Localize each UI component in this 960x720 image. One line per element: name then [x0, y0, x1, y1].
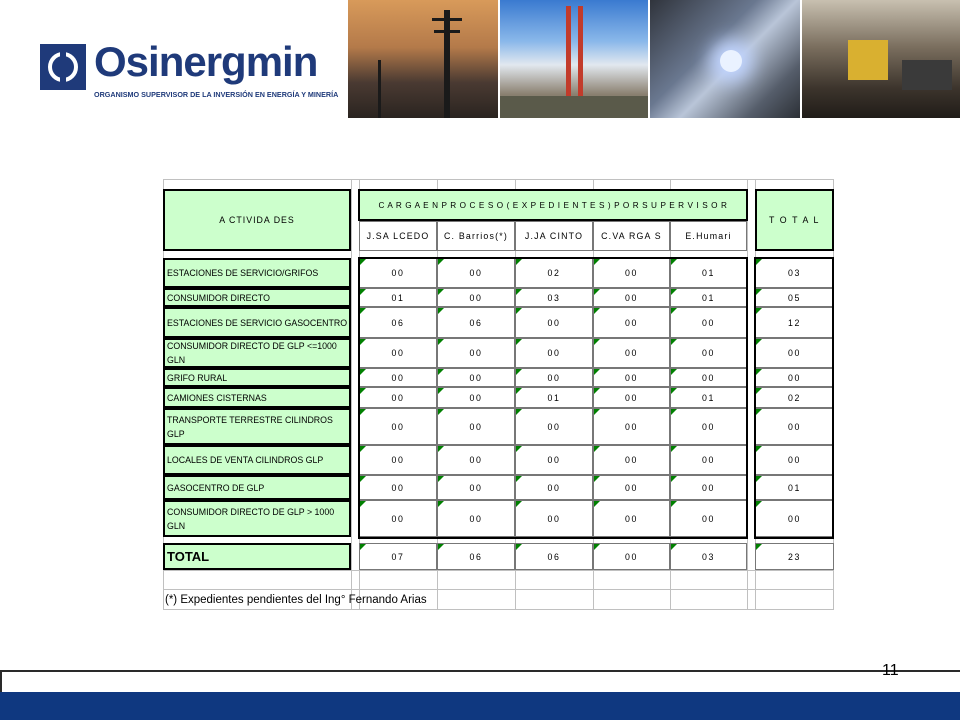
activity-label: CONSUMIDOR DIRECTO DE GLP <=1000 GLN — [163, 338, 351, 368]
cell-comment-marker-icon — [438, 369, 444, 375]
cell-comment-marker-icon — [516, 501, 522, 507]
cell-comment-marker-icon — [756, 259, 762, 265]
value-cell: 00 — [359, 368, 437, 387]
value-cell: 00 — [670, 500, 747, 537]
value-cell: 00 — [359, 475, 437, 500]
drilling-rig-photo — [500, 0, 648, 118]
value-cell: 00 — [593, 307, 670, 338]
total-row-value: 06 — [515, 543, 593, 570]
value-cell: 00 — [593, 338, 670, 368]
activity-label: TRANSPORTE TERRESTRE CILINDROS GLP — [163, 408, 351, 445]
value-cell: 00 — [670, 338, 747, 368]
grid-line — [747, 179, 748, 610]
logo-subtitle: ORGANISMO SUPERVISOR DE LA INVERSIÓN EN ENERGÍA Y MINERÍA — [94, 90, 339, 99]
cell-comment-marker-icon — [516, 544, 522, 550]
value-cell: 00 — [515, 338, 593, 368]
cell-comment-marker-icon — [516, 289, 522, 295]
logo-name: Osinergmin — [94, 38, 318, 85]
cell-comment-marker-icon — [594, 259, 600, 265]
value-cell: 00 — [593, 288, 670, 307]
value-cell: 00 — [515, 368, 593, 387]
cell-comment-marker-icon — [438, 446, 444, 452]
cell-comment-marker-icon — [360, 501, 366, 507]
supervisor-workload-table — [163, 179, 834, 610]
supervisor-header: C. Barrios(*) — [437, 221, 515, 251]
total-cell: 03 — [755, 258, 834, 288]
grid-line — [163, 570, 834, 571]
value-cell: 01 — [515, 387, 593, 408]
cell-comment-marker-icon — [438, 409, 444, 415]
supervisor-header: C.VA RGA S — [593, 221, 670, 251]
cell-comment-marker-icon — [438, 544, 444, 550]
value-cell: 00 — [359, 258, 437, 288]
total-cell: 05 — [755, 288, 834, 307]
value-cell: 00 — [593, 258, 670, 288]
footer-divider — [0, 670, 960, 672]
value-cell: 00 — [359, 445, 437, 475]
value-cell: 06 — [359, 307, 437, 338]
total-cell: 00 — [755, 338, 834, 368]
value-cell: 00 — [437, 408, 515, 445]
value-cell: 01 — [670, 288, 747, 307]
value-cell: 00 — [593, 368, 670, 387]
cell-comment-marker-icon — [594, 409, 600, 415]
activity-label: ESTACIONES DE SERVICIO GASOCENTRO — [163, 307, 351, 338]
value-cell: 00 — [515, 307, 593, 338]
value-cell: 00 — [670, 475, 747, 500]
cell-comment-marker-icon — [516, 259, 522, 265]
activities-header: A CTIVIDA DES — [163, 189, 351, 251]
activity-label: GASOCENTRO DE GLP — [163, 475, 351, 500]
cell-comment-marker-icon — [516, 476, 522, 482]
value-cell: 02 — [515, 258, 593, 288]
footer-bar — [0, 692, 960, 720]
cell-comment-marker-icon — [360, 544, 366, 550]
grid-line — [163, 609, 834, 610]
cell-comment-marker-icon — [756, 501, 762, 507]
supervisor-header: E.Humari — [670, 221, 747, 251]
cell-comment-marker-icon — [360, 409, 366, 415]
page-number: 11 — [882, 662, 899, 679]
cell-comment-marker-icon — [671, 369, 677, 375]
cell-comment-marker-icon — [360, 369, 366, 375]
mining-tunnel-photo — [802, 0, 960, 118]
cell-comment-marker-icon — [671, 388, 677, 394]
total-header: T O T A L — [755, 189, 834, 251]
activity-label: ESTACIONES DE SERVICIO/GRIFOS — [163, 258, 351, 288]
cell-comment-marker-icon — [438, 259, 444, 265]
cell-comment-marker-icon — [594, 544, 600, 550]
value-cell: 00 — [670, 408, 747, 445]
total-cell: 00 — [755, 408, 834, 445]
value-cell: 00 — [593, 445, 670, 475]
activity-label: GRIFO RURAL — [163, 368, 351, 387]
cell-comment-marker-icon — [360, 476, 366, 482]
value-cell: 00 — [359, 387, 437, 408]
cell-comment-marker-icon — [671, 501, 677, 507]
cell-comment-marker-icon — [756, 388, 762, 394]
welding-pipeline-photo — [650, 0, 800, 118]
footer-divider-edge — [0, 672, 2, 692]
logo-mark-icon — [40, 44, 86, 90]
total-cell: 00 — [755, 445, 834, 475]
value-cell: 00 — [593, 475, 670, 500]
cell-comment-marker-icon — [671, 446, 677, 452]
cell-comment-marker-icon — [756, 339, 762, 345]
value-cell: 01 — [670, 387, 747, 408]
activity-label: CONSUMIDOR DIRECTO DE GLP > 1000 GLN — [163, 500, 351, 537]
value-cell: 00 — [437, 387, 515, 408]
cell-comment-marker-icon — [756, 476, 762, 482]
value-cell: 00 — [515, 408, 593, 445]
cell-comment-marker-icon — [756, 446, 762, 452]
cell-comment-marker-icon — [438, 388, 444, 394]
cell-comment-marker-icon — [360, 259, 366, 265]
cell-comment-marker-icon — [516, 369, 522, 375]
cell-comment-marker-icon — [594, 501, 600, 507]
cell-comment-marker-icon — [671, 339, 677, 345]
cell-comment-marker-icon — [756, 409, 762, 415]
value-cell: 00 — [437, 500, 515, 537]
value-cell: 00 — [670, 445, 747, 475]
total-row-value: 06 — [437, 543, 515, 570]
total-cell: 12 — [755, 307, 834, 338]
value-cell: 00 — [437, 338, 515, 368]
cell-comment-marker-icon — [360, 289, 366, 295]
cell-comment-marker-icon — [438, 476, 444, 482]
cell-comment-marker-icon — [594, 446, 600, 452]
cell-comment-marker-icon — [516, 446, 522, 452]
osinergmin-logo — [40, 38, 340, 100]
grand-total-cell: 23 — [755, 543, 834, 570]
value-cell: 00 — [670, 307, 747, 338]
value-cell: 00 — [670, 368, 747, 387]
cell-comment-marker-icon — [756, 308, 762, 314]
footnote: (*) Expedientes pendientes del Ing° Fernando Arias — [165, 593, 427, 606]
value-cell: 03 — [515, 288, 593, 307]
activity-label: CONSUMIDOR DIRECTO — [163, 288, 351, 307]
value-cell: 01 — [359, 288, 437, 307]
value-cell: 00 — [593, 500, 670, 537]
cell-comment-marker-icon — [360, 339, 366, 345]
total-cell: 01 — [755, 475, 834, 500]
value-cell: 00 — [437, 258, 515, 288]
cell-comment-marker-icon — [438, 289, 444, 295]
total-cell: 02 — [755, 387, 834, 408]
cell-comment-marker-icon — [516, 308, 522, 314]
total-cell: 00 — [755, 500, 834, 537]
cell-comment-marker-icon — [756, 544, 762, 550]
cell-comment-marker-icon — [671, 308, 677, 314]
cell-comment-marker-icon — [438, 501, 444, 507]
cell-comment-marker-icon — [438, 339, 444, 345]
cell-comment-marker-icon — [516, 388, 522, 394]
value-cell: 00 — [593, 408, 670, 445]
cell-comment-marker-icon — [594, 308, 600, 314]
cell-comment-marker-icon — [671, 289, 677, 295]
cell-comment-marker-icon — [360, 308, 366, 314]
total-row-value: 03 — [670, 543, 747, 570]
grid-line — [351, 179, 352, 610]
cell-comment-marker-icon — [671, 476, 677, 482]
supervisor-header: J.SA LCEDO — [359, 221, 437, 251]
total-row-label: TOTAL — [163, 543, 351, 570]
value-cell: 01 — [670, 258, 747, 288]
value-cell: 06 — [437, 307, 515, 338]
cell-comment-marker-icon — [756, 369, 762, 375]
total-row-value: 07 — [359, 543, 437, 570]
value-cell: 00 — [437, 288, 515, 307]
power-lines-photo — [348, 0, 498, 118]
cell-comment-marker-icon — [671, 259, 677, 265]
cell-comment-marker-icon — [594, 476, 600, 482]
value-cell: 00 — [359, 500, 437, 537]
cell-comment-marker-icon — [438, 308, 444, 314]
cell-comment-marker-icon — [516, 339, 522, 345]
cell-comment-marker-icon — [360, 446, 366, 452]
supervisor-header: J.JA CINTO — [515, 221, 593, 251]
total-row-value: 00 — [593, 543, 670, 570]
value-cell: 00 — [437, 368, 515, 387]
grid-line — [163, 179, 834, 180]
cell-comment-marker-icon — [594, 369, 600, 375]
value-cell: 00 — [515, 445, 593, 475]
total-cell: 00 — [755, 368, 834, 387]
value-cell: 00 — [593, 387, 670, 408]
cell-comment-marker-icon — [594, 388, 600, 394]
cell-comment-marker-icon — [671, 544, 677, 550]
cell-comment-marker-icon — [594, 339, 600, 345]
value-cell: 00 — [437, 445, 515, 475]
value-cell: 00 — [359, 408, 437, 445]
cell-comment-marker-icon — [360, 388, 366, 394]
cell-comment-marker-icon — [516, 409, 522, 415]
value-cell: 00 — [515, 475, 593, 500]
value-cell: 00 — [515, 500, 593, 537]
group-header: C A R G A E N P R O C E S O ( E X P E D I E N T E S ) P O R S U P E R V I S O R — [358, 189, 748, 221]
value-cell: 00 — [437, 475, 515, 500]
cell-comment-marker-icon — [756, 289, 762, 295]
activity-label: CAMIONES CISTERNAS — [163, 387, 351, 408]
cell-comment-marker-icon — [594, 289, 600, 295]
activity-label: LOCALES DE VENTA CILINDROS GLP — [163, 445, 351, 475]
value-cell: 00 — [359, 338, 437, 368]
cell-comment-marker-icon — [671, 409, 677, 415]
